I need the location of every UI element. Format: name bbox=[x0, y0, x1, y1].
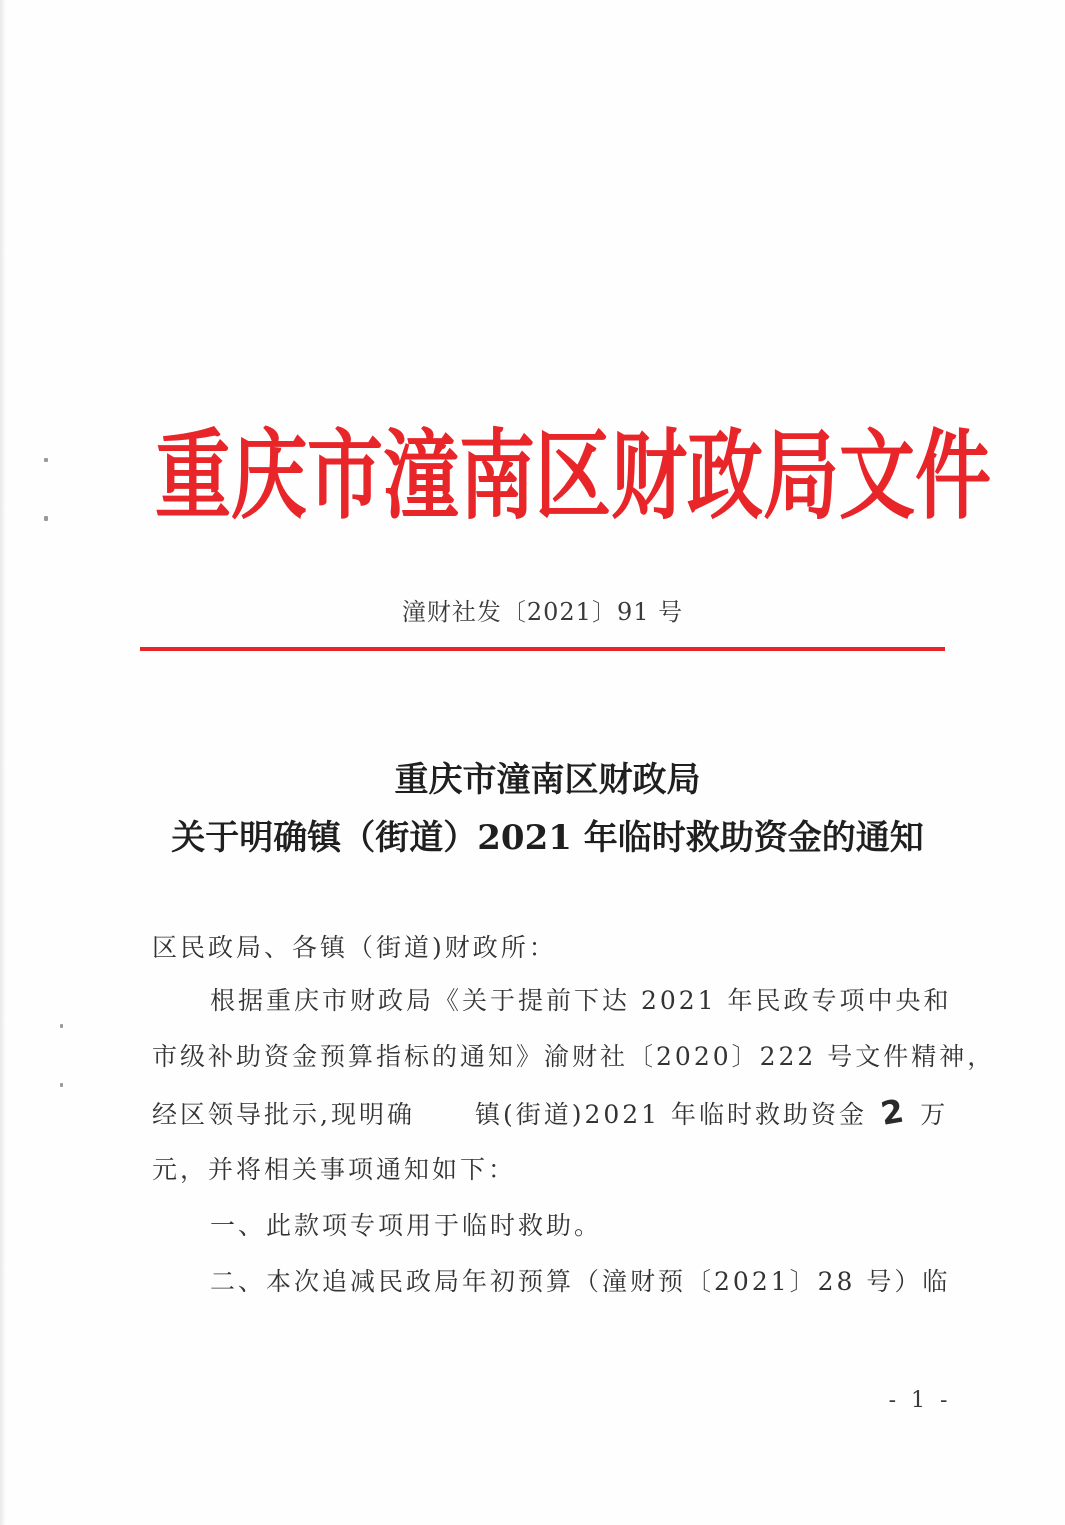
paragraph-1-line-3-part-b: 镇(街道)2021 年临时救助资金 bbox=[474, 1100, 868, 1129]
list-item-2: 二、本次追减民政局年初预算（潼财预〔2021〕28 号）临 bbox=[210, 1267, 951, 1296]
subject-title-line-2: 关于明确镇（街道）2021 年临时救助资金的通知 bbox=[171, 818, 924, 858]
scan-speck bbox=[44, 458, 48, 462]
red-divider-line bbox=[140, 647, 945, 651]
salutation: 区民政局、各镇（街道)财政所： bbox=[152, 933, 557, 962]
paragraph-1-line-3-part-a: 经区领导批示,现明确 bbox=[152, 1100, 415, 1129]
subject-title-line-1: 重庆市潼南区财政局 bbox=[394, 760, 701, 800]
issuer-header-title: 重庆市潼南区财政局文件 bbox=[155, 418, 991, 533]
document-number: 潼财社发〔2021〕91 号 bbox=[401, 598, 684, 626]
paragraph-1-line-2: 市级补助资金预算指标的通知》渝财社〔2020〕222 号文件精神， bbox=[152, 1042, 996, 1071]
scan-edge-shadow bbox=[0, 0, 6, 1525]
paragraph-1-line-3 bbox=[152, 1093, 947, 1131]
paragraph-1-line-1: 根据重庆市财政局《关于提前下达 2021 年民政专项中央和 bbox=[210, 986, 952, 1015]
scan-speck bbox=[60, 1083, 63, 1087]
paragraph-1-line-4: 元，并将相关事项通知如下： bbox=[152, 1155, 517, 1184]
scan-speck bbox=[60, 1024, 63, 1028]
handwritten-amount: 2 bbox=[877, 1091, 910, 1133]
list-item-1: 一、此款项专项用于临时救助。 bbox=[210, 1211, 603, 1240]
page-number: - 1 - bbox=[888, 1388, 952, 1413]
paragraph-1-line-3-part-c: 万 bbox=[920, 1100, 949, 1129]
scan-speck bbox=[44, 516, 48, 521]
